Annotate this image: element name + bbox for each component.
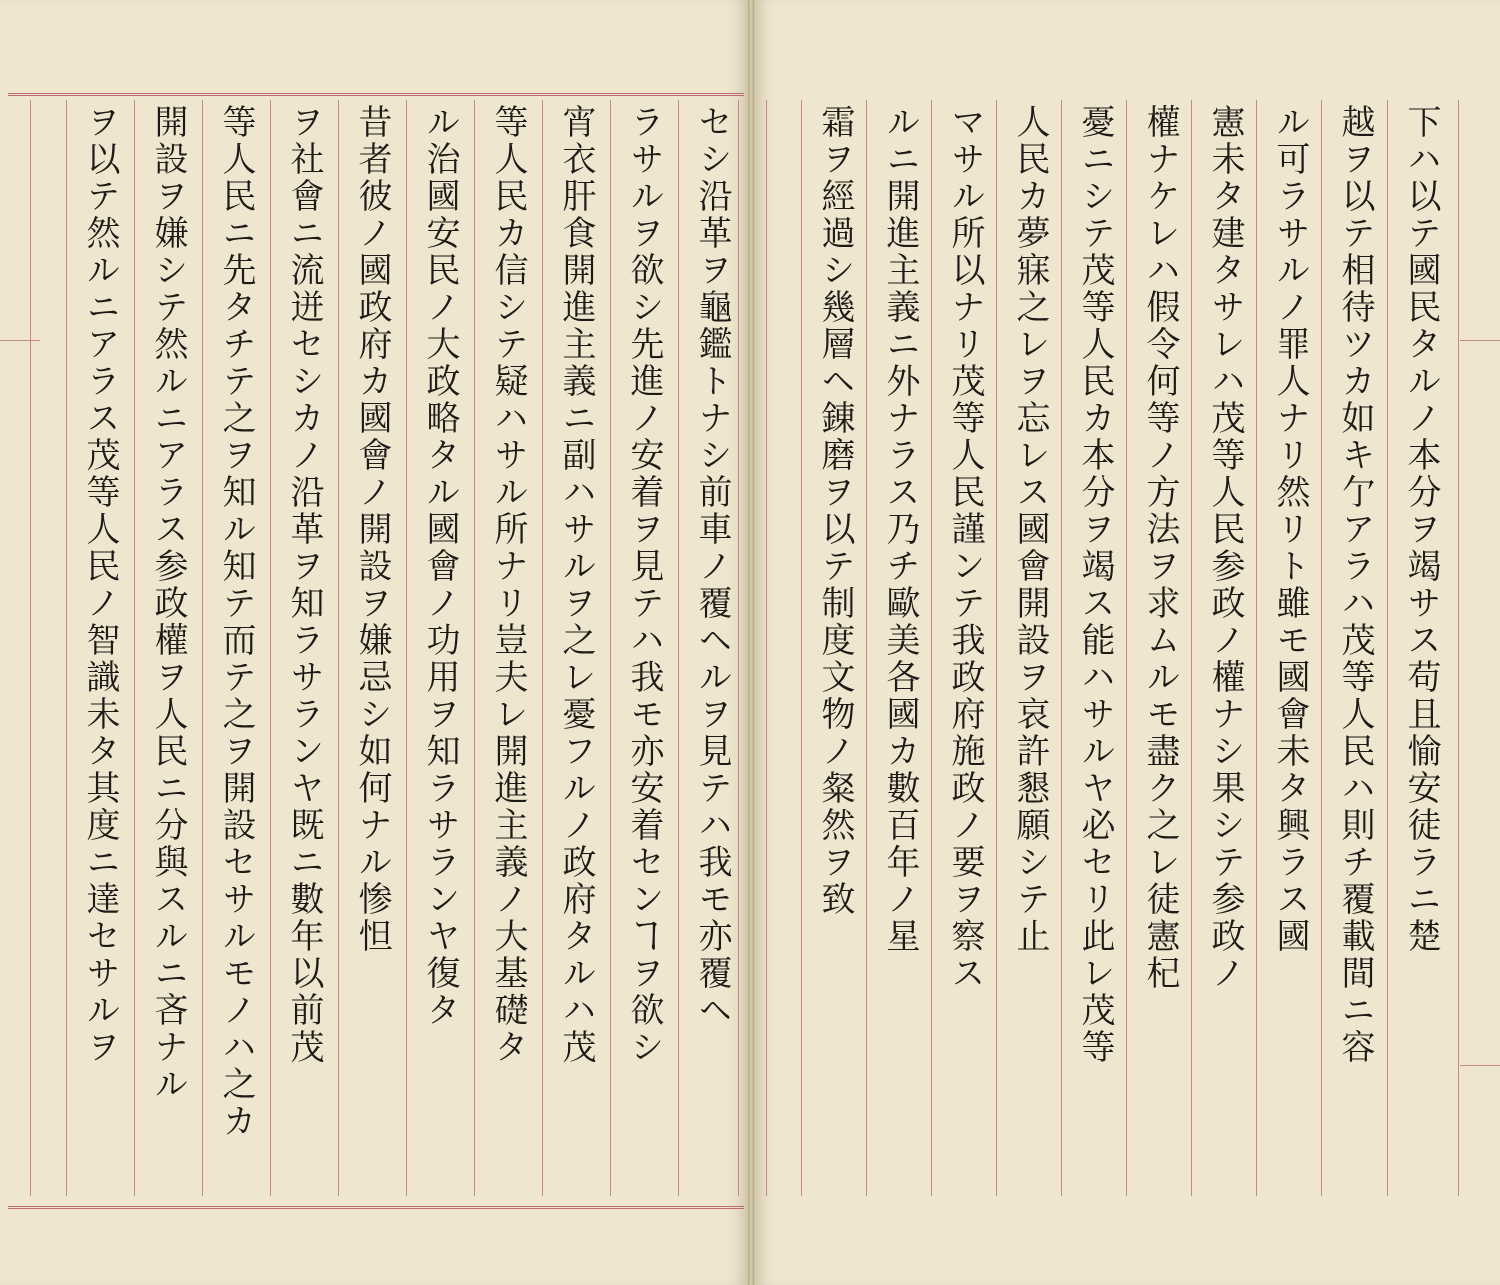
column-rule: [270, 100, 271, 1196]
right-page-column: 下ハ以テ國民タルノ本分ヲ竭サス苟且愉安徒ラニ楚: [1401, 104, 1441, 955]
left-page-column: 等人民カ信シテ疑ハサル所ナリ豈夫レ開進主義ノ大基礎タ: [488, 104, 528, 1066]
left-page-column: セシ沿革ヲ龜鑑トナシ前車ノ覆ヘルヲ見テハ我モ亦覆ヘ: [692, 104, 732, 1029]
column-rule: [610, 100, 611, 1196]
column-rule: [202, 100, 203, 1196]
left-page-column: ヲ社會ニ流迸セシカノ沿革ヲ知ラサランヤ既ニ數年以前茂: [284, 104, 324, 1066]
left-page-column: ヲ以テ然ルニアラス茂等人民ノ智識未タ其度ニ達セサルヲ: [80, 104, 120, 1066]
right-page-column: ル可ラサルノ罪人ナリ然リト雖モ國會未タ興ラス國: [1270, 104, 1310, 955]
right-page-column: 權ナケレハ假令何等ノ方法ヲ求ムルモ盡ク之レ徒憲杞: [1140, 104, 1180, 992]
column-rule: [474, 100, 475, 1196]
edge-mark: [1460, 340, 1500, 341]
column-rule: [30, 100, 31, 1196]
right-page-column: マサル所以ナリ茂等人民謹ンテ我政府施政ノ要ヲ察ス: [945, 104, 985, 992]
column-rule: [1321, 100, 1322, 1196]
column-rule: [1126, 100, 1127, 1196]
column-rule: [1061, 100, 1062, 1196]
left-page-column: 宵衣肝食開進主義ニ副ハサルヲ之レ憂フルノ政府タルハ茂: [556, 104, 596, 1066]
column-rule: [542, 100, 543, 1196]
column-rule: [66, 100, 67, 1196]
column-rule: [766, 100, 767, 1196]
column-rule: [1191, 100, 1192, 1196]
column-rule: [1256, 100, 1257, 1196]
column-rule: [134, 100, 135, 1196]
edge-mark: [0, 340, 40, 341]
right-page-column: 憲未タ建タサレハ茂等人民参政ノ權ナシ果シテ参政ノ: [1205, 104, 1245, 992]
column-rule: [1458, 100, 1459, 1196]
column-rule: [996, 100, 997, 1196]
column-rule: [406, 100, 407, 1196]
left-page-column: 開設ヲ嫌シテ然ルニアラス参政權ヲ人民ニ分與スルニ吝ナル: [148, 104, 188, 1103]
column-rule: [1387, 100, 1388, 1196]
right-page-column: ルニ開進主義ニ外ナラス乃チ歐美各國カ數百年ノ星: [880, 104, 920, 955]
right-page-column: 憂ニシテ茂等人民カ本分ヲ竭ス能ハサルヤ必セリ此レ茂等: [1075, 104, 1115, 1066]
left-page-column: ル治國安民ノ大政略タル國會ノ功用ヲ知ラサランヤ復タ: [420, 104, 460, 1029]
right-page-column: 霜ヲ經過シ幾層ヘ錬磨ヲ以テ制度文物ノ粲然ヲ致: [815, 104, 855, 918]
left-page-column: 等人民ニ先タチテ之ヲ知ル知テ而テ之ヲ開設セサルモノハ之カ: [216, 104, 256, 1140]
left-page-column: ラサルヲ欲シ先進ノ安着ヲ見テハ我モ亦安着センヿヲ欲シ: [624, 104, 664, 1066]
right-page-column: 越ヲ以テ相待ツカ如キ亇アラハ茂等人民ハ則チ覆載間ニ容: [1335, 104, 1375, 1066]
column-rule: [801, 100, 802, 1196]
edge-mark: [1460, 1065, 1500, 1066]
left-page-column: 昔者彼ノ國政府カ國會ノ開設ヲ嫌忌シ如何ナル惨怛: [352, 104, 392, 955]
right-page-column: 人民カ夢寐之レヲ忘レス國會開設ヲ哀許懇願シテ止: [1010, 104, 1050, 955]
column-rule: [738, 100, 739, 1196]
column-rule: [931, 100, 932, 1196]
column-rule: [678, 100, 679, 1196]
column-rule: [338, 100, 339, 1196]
column-rule: [866, 100, 867, 1196]
